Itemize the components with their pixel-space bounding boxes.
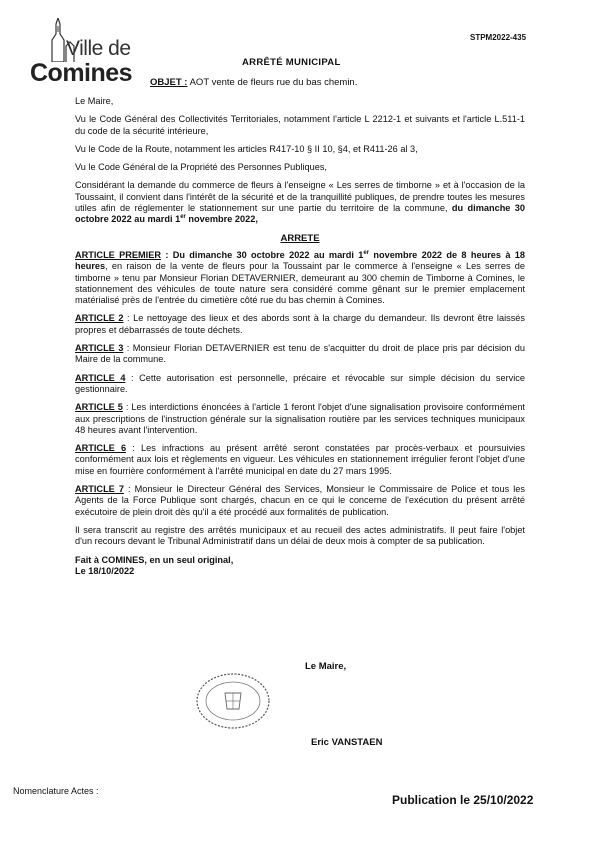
done-at bbox=[75, 555, 525, 578]
subject-text: AOT vente de fleurs rue du bas chemin. bbox=[187, 77, 358, 88]
signature-role: Le Maire, bbox=[305, 661, 347, 672]
article-7-label: ARTICLE 7 bbox=[75, 484, 124, 495]
article-3-label: ARTICLE 3 bbox=[75, 343, 124, 354]
considerant-dates-a: du dimanche 30 octobre 2022 au mardi 1 bbox=[75, 203, 526, 225]
article-6 bbox=[75, 443, 525, 477]
preamble-maire: Le Maire, bbox=[75, 96, 114, 106]
article-5-label: ARTICLE 5 bbox=[75, 402, 123, 413]
article-7-text: : Monsieur le Directeur Général des Services, Monsieur le Commissaire de Police et tous les Agents de la Force Publique sont chargés, chacun en ce qui le concerne de l'exécution du présent arrêté exécutoire de plein droit dès qu'il a été procédé aux formalités de publication. bbox=[75, 484, 525, 517]
considerant-text: Considérant la demande du commerce de fleurs à l'enseigne « Les serres de timborne » et à l'occasion de la Toussaint, il convient dans l'intérêt de la sécurité et de la tranquillité publiques, de prendre toutes les mesures utiles afin de réglementer le stationnement sur une partie du territoire de la commune, bbox=[75, 180, 525, 214]
article-5 bbox=[75, 402, 525, 436]
preamble-vu-3: Vu le Code Général de la Propriété des Personnes Publiques, bbox=[75, 162, 327, 173]
article-2 bbox=[75, 313, 525, 336]
article-4-text: : Cette autorisation est personnelle, précaire et révocable sur simple décision du service gestionnaire. bbox=[75, 372, 525, 394]
preamble-vu-2: Vu le Code de la Route, notamment les articles R417-10 § II 10, §4, et R411-26 al 3, bbox=[75, 143, 418, 154]
logo-text-line2: Comines bbox=[30, 59, 133, 87]
article-6-text: : Les infractions au présent arrêté seront constatées par procès-verbaux et poursuivies conformément aux lois et règlements en vigueur. Les véhicules en stationnement irrégulier feront l'objet d'une mise en fourrière conformément à l'arrêté municipal en date du 27 mars 1995. bbox=[75, 443, 525, 476]
article-premier-text: , en raison de la vente de fleurs pour la Toussaint par le commerce à l'enseigne « Les serres de timborne » tenu par Monsieur Florian DETAVERNIER, demeurant au 300 chemin de Timborne à Comines, le stationnement des véhicules de toute nature sera considéré comme gênant sur le premier emplacement matérialisé près de l'entrée du cimetière côté rue du bas chemin à Comines. bbox=[75, 261, 525, 306]
document-body bbox=[75, 96, 525, 577]
article-3-text: : Monsieur Florian DETAVERNIER est tenu de s'acquitter du droit de place pris par décision du Maire de la commune. bbox=[75, 343, 525, 365]
article-premier-label: ARTICLE PREMIER bbox=[75, 249, 161, 260]
nomenclature-label: Nomenclature Actes : bbox=[13, 786, 99, 796]
article-5-text: : Les interdictions énoncées à l'article 1 feront l'objet d'une signalisation provisoire conformément aux prescriptions de l'instruction générale sur la signalisation routière par les services techniques municipaux 48 heures avant l'intervention. bbox=[75, 402, 525, 435]
arrete-heading: ARRETE bbox=[280, 232, 320, 244]
subject-line bbox=[150, 77, 357, 88]
done-at-place: Fait à COMINES, en un seul original, bbox=[75, 554, 234, 565]
logo-text-line1: Ville de bbox=[66, 37, 131, 60]
preamble-vu-1: Vu le Code Général des Collectivités Territoriales, notamment l'article L 2212-1 et suivants et l'article L.511-1 du code de la sécurité intérieure, bbox=[75, 114, 525, 136]
article-premier bbox=[75, 250, 525, 306]
article-4 bbox=[75, 373, 525, 396]
article-premier-dates-a: Du dimanche 30 octobre 2022 au mardi 1 bbox=[172, 249, 364, 260]
signer-name: Eric VANSTAEN bbox=[311, 737, 383, 748]
considerant-sup: er bbox=[180, 214, 186, 221]
article-premier-sep: : bbox=[161, 249, 173, 260]
official-seal-stamp bbox=[193, 671, 273, 731]
preamble-considerant bbox=[75, 180, 525, 225]
considerant-dates-b: novembre 2022, bbox=[185, 214, 258, 225]
document-title: ARRÊTÉ MUNICIPAL bbox=[242, 57, 341, 68]
article-2-text: : Le nettoyage des lieux et des abords sont à la charge du demandeur. Ils devront être laissés propres et débarrassés de toute déchets. bbox=[75, 313, 525, 335]
article-premier-sup: er bbox=[363, 249, 370, 256]
article-2-label: ARTICLE 2 bbox=[75, 313, 124, 324]
article-7 bbox=[75, 484, 525, 518]
reference-number: STPM2022-435 bbox=[470, 33, 527, 42]
subject-label: OBJET : bbox=[150, 77, 188, 88]
article-3 bbox=[75, 343, 525, 366]
article-6-label: ARTICLE 6 bbox=[75, 443, 127, 454]
article-4-label: ARTICLE 4 bbox=[75, 372, 126, 383]
article-premier-dates-b: novembre 2022 de 8 heures à 18 heures bbox=[75, 249, 525, 272]
closing-paragraph: Il sera transcrit au registre des arrêtés municipaux et au recueil des actes administratifs. Il peut faire l'objet d'un recours devant le Tribunal Administratif dans un délai de deux mois à compter de sa publication. bbox=[75, 524, 525, 547]
done-at-date: Le 18/10/2022 bbox=[75, 565, 135, 576]
publication-date: Publication le 25/10/2022 bbox=[392, 793, 534, 807]
